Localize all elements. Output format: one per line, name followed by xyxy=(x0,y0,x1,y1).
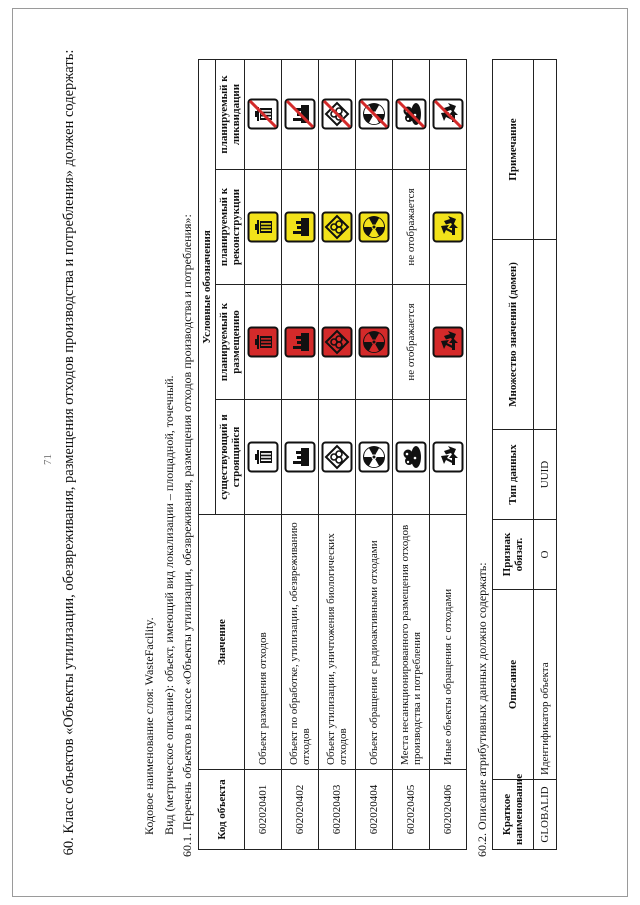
planned-place-symbol-cell xyxy=(356,285,393,400)
list-title: 60.1. Перечень объектов в классе «Объекты утилизации, обезвреживания, размещения отходов производства и потребления»: xyxy=(180,214,194,857)
attr-note-header: Примечание xyxy=(493,60,534,240)
dump-icon xyxy=(395,441,427,473)
object-value-cell: Объект утилизации, уничтожения биологических отходов xyxy=(319,515,356,770)
factory-icon xyxy=(284,99,316,131)
table-row xyxy=(282,60,319,850)
bin-icon xyxy=(247,99,279,131)
table-row xyxy=(245,60,282,850)
planned-recon-symbol-cell xyxy=(356,170,393,285)
attrs-title: 60.2. Описание атрибутивных данных должно содержать: xyxy=(475,562,489,857)
planned-recon-symbol-cell xyxy=(319,170,356,285)
object-value-cell: Иные объекты обращения с отходами xyxy=(430,515,467,770)
attr-short-cell: GLOBALID xyxy=(534,780,557,850)
attributes-table xyxy=(492,59,557,850)
table-row xyxy=(393,60,430,850)
planned-place-symbol-cell xyxy=(319,285,356,400)
geometry-text: Вид (метрическое описание): объект, имеющий вид локализации – площадной, точечный. xyxy=(162,375,176,835)
bin-icon xyxy=(247,326,279,358)
radiation-icon xyxy=(358,211,390,243)
bin-icon xyxy=(247,211,279,243)
recycle-icon xyxy=(432,441,464,473)
radiation-icon xyxy=(358,441,390,473)
planned-place-symbol-cell xyxy=(245,285,282,400)
object-value-cell: Объект по обработке, утилизации, обезвреживанию отходов xyxy=(282,515,319,770)
radiation-icon xyxy=(358,326,390,358)
object-code-cell: 602020403 xyxy=(319,770,356,850)
object-code-cell: 602020406 xyxy=(430,770,467,850)
planned-liq-symbol-cell xyxy=(356,60,393,170)
attr-domain-cell xyxy=(534,240,557,430)
attr-note-cell xyxy=(534,60,557,240)
existing-symbol-cell xyxy=(245,400,282,515)
page-number: 71 xyxy=(42,454,54,465)
recycle-icon xyxy=(432,326,464,358)
bin-icon xyxy=(247,441,279,473)
object-code-cell: 602020401 xyxy=(245,770,282,850)
existing-symbol-cell xyxy=(282,400,319,515)
planned-place-cell: не отображается xyxy=(393,285,430,400)
object-code-cell: 602020405 xyxy=(393,770,430,850)
factory-icon xyxy=(284,211,316,243)
object-code-cell: 602020404 xyxy=(356,770,393,850)
existing-symbol-cell xyxy=(393,400,430,515)
biohazard-icon xyxy=(321,441,353,473)
section-heading: 60. Класс объектов «Объекты утилизации, обезвреживания, размещения отходов производства и потребления» должен содержать: xyxy=(61,49,77,856)
objects-table-body xyxy=(245,60,467,850)
planned-liq-symbol-cell xyxy=(319,60,356,170)
planned-liq-symbol-cell xyxy=(245,60,282,170)
planned-recon-symbol-cell xyxy=(245,170,282,285)
object-value-cell: Объект обращения с радиоактивными отходами xyxy=(356,515,393,770)
factory-icon xyxy=(284,441,316,473)
attr-domain-header: Множество значений (домен) xyxy=(493,240,534,430)
table-row xyxy=(319,60,356,850)
object-value-cell: Объект размещения отходов xyxy=(245,515,282,770)
existing-symbol-cell xyxy=(430,400,467,515)
table-row xyxy=(430,60,467,850)
planned-liq-symbol-cell xyxy=(430,60,467,170)
planned-place-symbol-cell xyxy=(430,285,467,400)
table-row xyxy=(356,60,393,850)
attr-required-cell: О xyxy=(534,520,557,590)
col-planned-recon-header: планируемый к реконструкции xyxy=(216,170,245,285)
planned-liq-symbol-cell xyxy=(393,60,430,170)
planned-place-symbol-cell xyxy=(282,285,319,400)
recycle-icon xyxy=(432,99,464,131)
planned-recon-symbol-cell xyxy=(430,170,467,285)
biohazard-icon xyxy=(321,326,353,358)
col-planned-place-header: планируемый к размещению xyxy=(216,285,245,400)
attr-desc-header: Описание xyxy=(493,590,534,780)
existing-symbol-cell xyxy=(319,400,356,515)
planned-liq-symbol-cell xyxy=(282,60,319,170)
objects-table xyxy=(198,59,467,850)
object-code-cell: 602020402 xyxy=(282,770,319,850)
attr-desc-cell: Идентификатор объекта xyxy=(534,590,557,780)
attr-short-header: Краткое наименование xyxy=(493,780,534,850)
biohazard-icon xyxy=(321,211,353,243)
factory-icon xyxy=(284,326,316,358)
object-value-cell: Места несанкционированного размещения отходов производства и потребления xyxy=(393,515,430,770)
table-row xyxy=(534,60,557,850)
attr-type-cell: UUID xyxy=(534,430,557,520)
col-existing-header: существующий и строящийся xyxy=(216,400,245,515)
layer-code-text: Кодовое наименование слоя: WasteFacility. xyxy=(142,617,156,835)
attr-type-header: Тип данных xyxy=(493,430,534,520)
existing-symbol-cell xyxy=(356,400,393,515)
col-planned-liq-header: планируемый к ликвидации xyxy=(216,60,245,170)
planned-recon-cell: не отображается xyxy=(393,170,430,285)
col-value-header: Значение xyxy=(199,515,245,770)
planned-recon-symbol-cell xyxy=(282,170,319,285)
recycle-icon xyxy=(432,211,464,243)
dump-icon xyxy=(395,99,427,131)
col-code-header: Код объекта xyxy=(199,770,245,850)
col-symbols-header: Условные обозначения xyxy=(199,60,216,515)
attr-required-header: Признак обязат. xyxy=(493,520,534,590)
biohazard-icon xyxy=(321,99,353,131)
radiation-icon xyxy=(358,99,390,131)
